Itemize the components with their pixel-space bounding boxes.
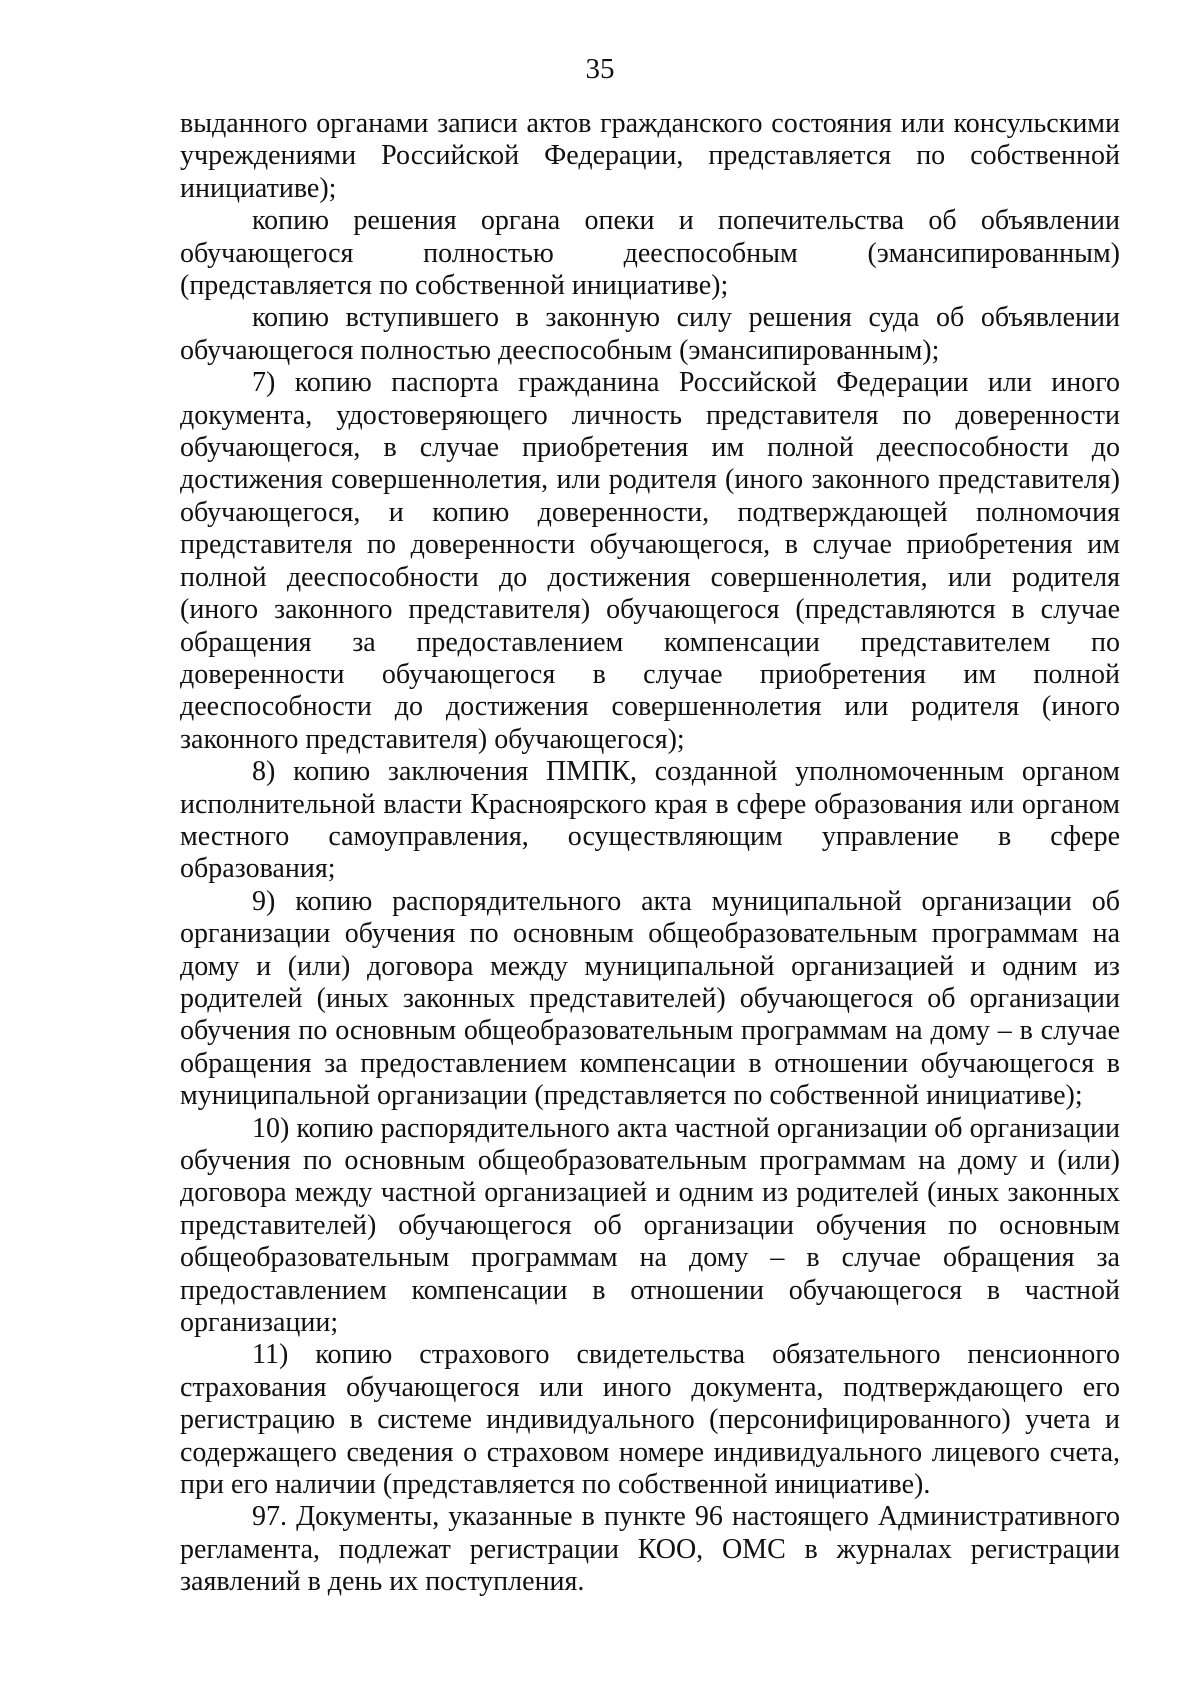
paragraph-item-9: 9) копию распорядительного акта муниципальной организации об организации обучения по основным общеобразовательным программам на дому и (или) договора между муниципальной организацией и одним из родителей (иных законных представителей) обучающегося об организации обучения по основным общеобразовательным программам на дому – в случае обращения за предоставлением компенсации в отношении обучающегося в муниципальной организации (представляется по собственной инициативе);: [180, 885, 1120, 1112]
paragraph-item-10: 10) копию распорядительного акта частной организации об организации обучения по основным общеобразовательным программам на дому и (или) договора между частной организацией и одним из родителей (иных законных представителей) обучающегося об организации обучения по основным общеобразовательным программам на дому – в случае обращения за предоставлением компенсации в отношении обучающегося в частной организации;: [180, 1112, 1120, 1339]
document-body: [180, 108, 1120, 1599]
page-number: 35: [585, 53, 615, 85]
paragraph-court-decision: копию вступившего в законную силу решения суда об объявлении обучающегося полностью дееспособным (эмансипированным);: [180, 302, 1120, 366]
paragraph-clause-97: 97. Документы, указанные в пункте 96 настоящего Административного регламента, подлежат регистрации КОО, ОМС в журналах регистрации заявлений в день их поступления.: [180, 1501, 1120, 1598]
paragraph-item-7: 7) копию паспорта гражданина Российской Федерации или иного документа, удостоверяющего личность представителя по доверенности обучающегося, в случае приобретения им полной дееспособности до достижения совершеннолетия, или родителя (иного законного представителя) обучающегося, и копию доверенности, подтверждающей полномочия представителя по доверенности обучающегося, в случае приобретения им полной дееспособности до достижения совершеннолетия, или родителя (иного законного представителя) обучающегося (представляются в случае обращения за предоставлением компенсации представителем по доверенности обучающегося в случае приобретения им полной дееспособности до достижения совершеннолетия или родителя (иного законного представителя) обучающегося);: [180, 367, 1120, 755]
paragraph-guardianship-decision: копию решения органа опеки и попечительства об объявлении обучающегося полностью дееспособным (эмансипированным) (представляется по собственной инициативе);: [180, 205, 1120, 302]
paragraph-continuation: выданного органами записи актов гражданского состояния или консульскими учреждениями Российской Федерации, представляется по собственной инициативе);: [180, 108, 1120, 204]
paragraph-item-11: 11) копию страхового свидетельства обязательного пенсионного страхования обучающегося или иного документа, подтверждающего его регистрацию в системе индивидуального (персонифицированного) учета и содержащего сведения о страховом номере индивидуального лицевого счета, при его наличии (представляется по собственной инициативе).: [180, 1339, 1120, 1501]
paragraph-item-8: 8) копию заключения ПМПК, созданной уполномоченным органом исполнительной власти Красноярского края в сфере образования или органом местного самоуправления, осуществляющим управление в сфере образования;: [180, 756, 1120, 885]
